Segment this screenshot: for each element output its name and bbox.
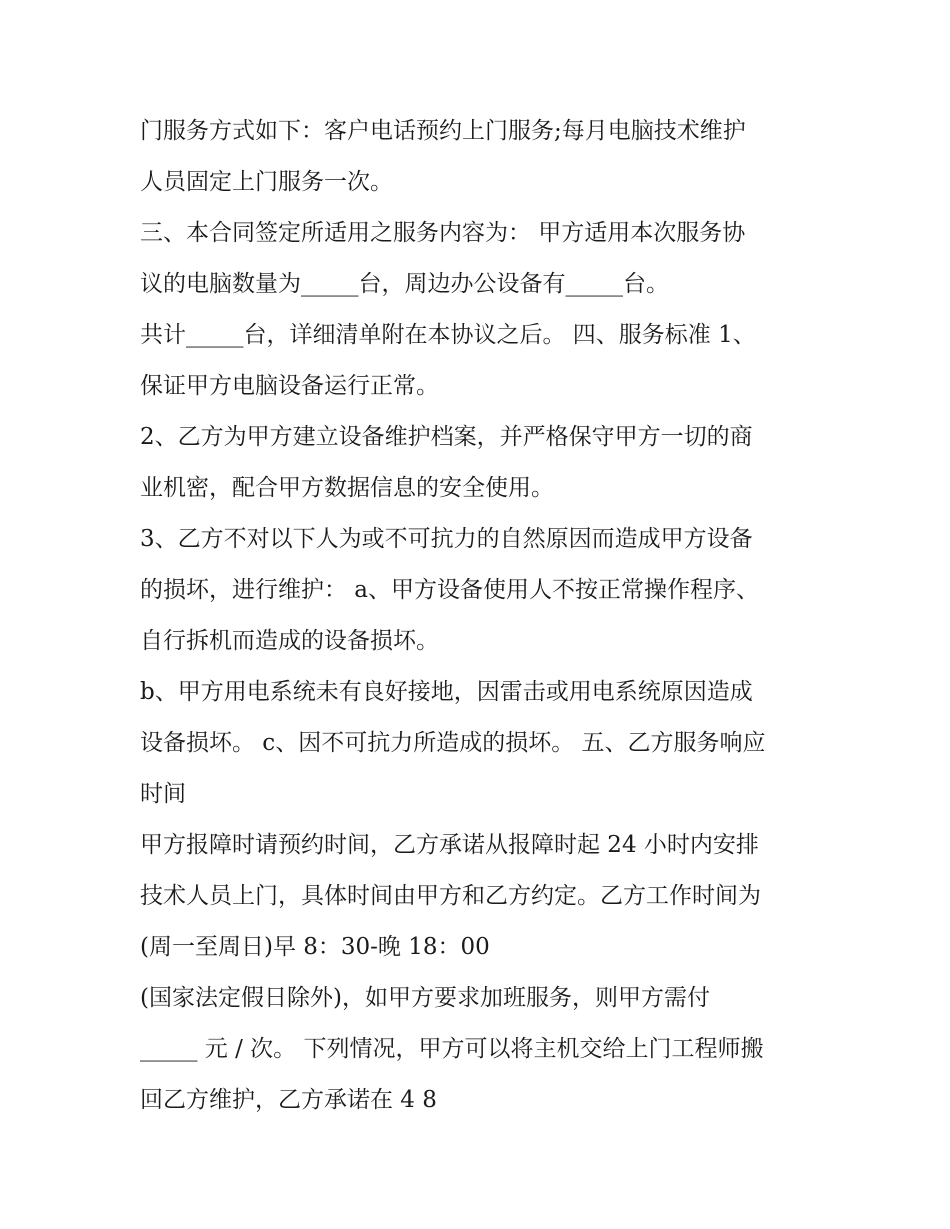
- text-line-19: _____ 元 / 次。 下列情况，甲方可以将主机交给上门工程师搬: [140, 1036, 764, 1062]
- text-line-13: 设备损坏。 c、因不可抗力所造成的损坏。 五、乙方服务响应: [140, 730, 766, 756]
- text-line-15: 甲方报障时请预约时间，乙方承诺从报障时起 24 小时内安排: [140, 832, 759, 858]
- text-line-5: 共计_____台，详细清单附在本协议之后。 四、服务标准 1、: [140, 322, 756, 348]
- text-line-16: 技术人员上门，具体时间由甲方和乙方约定。乙方工作时间为: [140, 883, 761, 909]
- text-line-2: 人员固定上门服务一次。: [140, 169, 393, 195]
- text-line-17: (周一至周日)早 8：30-晚 18：00: [140, 934, 490, 960]
- text-line-20: 回乙方维护，乙方承诺在 4 8: [140, 1087, 437, 1113]
- text-line-11: 自行拆机而造成的设备损坏。: [140, 628, 439, 654]
- text-line-1: 门服务方式如下：客户电话预约上门服务;每月电脑技术维护: [140, 118, 746, 144]
- contract-text-body: [140, 106, 830, 1126]
- text-line-7: 2、乙方为甲方建立设备维护档案，并严格保守甲方一切的商: [140, 424, 753, 450]
- text-line-6: 保证甲方电脑设备运行正常。: [140, 373, 439, 399]
- text-line-10: 的损坏，进行维护： a、甲方设备使用人不按正常操作程序、: [140, 577, 760, 603]
- text-line-8: 业机密，配合甲方数据信息的安全使用。: [140, 475, 554, 501]
- text-line-18: (国家法定假日除外)，如甲方要求加班服务，则甲方需付: [140, 985, 710, 1011]
- text-line-3: 三、本合同签定所适用之服务内容为： 甲方适用本次服务协: [140, 220, 746, 246]
- text-line-12: b、甲方用电系统未有良好接地，因雷击或用电系统原因造成: [140, 679, 753, 705]
- text-line-14: 时间: [140, 781, 186, 807]
- text-line-4: 议的电脑数量为_____台，周边办公设备有_____台。: [140, 271, 669, 297]
- text-line-9: 3、乙方不对以下人为或不可抗力的自然原因而造成甲方设备: [140, 526, 753, 552]
